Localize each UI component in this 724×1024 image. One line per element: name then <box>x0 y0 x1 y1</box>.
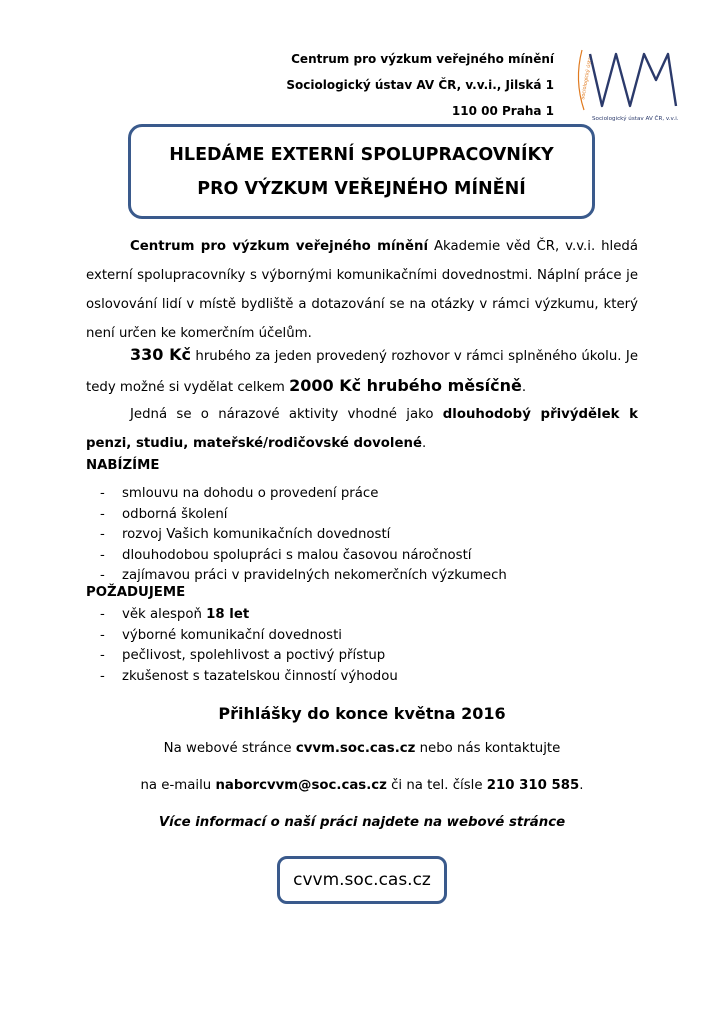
age-text: věk alespoň <box>122 607 207 622</box>
list-item: - rozvoj Vašich komunikačních dovedností <box>100 525 507 546</box>
require-list <box>100 605 398 687</box>
mail-line <box>0 778 724 793</box>
require-heading: POŽADUJEME <box>86 585 186 600</box>
nature-end: . <box>422 436 427 451</box>
mail-post: . <box>579 778 584 793</box>
pay-text: hrubého za jeden provedený rozhovor v rámci splněného úkolu. Je tedy možné si vydělat celkem <box>86 349 638 395</box>
url-box[interactable]: cvvm.soc.cas.cz <box>277 856 447 904</box>
nature-paragraph <box>86 400 638 458</box>
intro-lead: Centrum pro výzkum veřejného mínění <box>130 239 429 254</box>
list-item: - smlouvu na dohodu o provedení práce <box>100 484 507 505</box>
org-address: Sociologický ústav AV ČR, v.v.i., Jilská 1 <box>286 78 554 92</box>
list-item: - výborné komunikační dovednosti <box>100 626 398 647</box>
headline-line1: HLEDÁME EXTERNÍ SPOLUPRACOVNÍKY <box>169 145 554 165</box>
headline-box <box>128 124 595 219</box>
pay-paragraph <box>86 340 638 402</box>
web-pre: Na webové stránce <box>163 741 296 756</box>
deadline: Přihlášky do konce května 2016 <box>218 704 506 723</box>
org-name: Centrum pro výzkum veřejného mínění <box>291 52 554 66</box>
list-item: - pečlivost, spolehlivost a poctivý přístup <box>100 646 398 667</box>
offer-list <box>100 484 507 587</box>
web-link[interactable]: cvvm.soc.cas.cz <box>295 741 416 756</box>
list-item: - odborná školení <box>100 505 507 526</box>
list-item: - dlouhodobou spolupráci s malou časovou náročností <box>100 546 507 567</box>
pay-end: . <box>521 380 527 395</box>
org-header <box>286 46 554 124</box>
intro-text: Akademie věd ČR, v.v.i. hledá externí spolupracovníky s výbornými komunikačními dovednostmi. Náplní práce je oslovování lidí v místě bydliště a dotazování se na otázky v rámci výzkumu, který není určen ke komerčním účelům. <box>86 239 638 341</box>
web-line <box>0 741 724 756</box>
logo-letters <box>590 54 676 106</box>
age-value: 18 let <box>206 607 250 622</box>
logo-arc-text: Sociologický ústav <box>580 53 594 101</box>
phone-number[interactable]: 210 310 585 <box>486 778 580 793</box>
pay-amount: 330 Kč <box>130 345 192 364</box>
mail-pre: na e-mailu <box>140 778 216 793</box>
pay-total: 2000 Kč hrubého měsíčně <box>289 376 522 395</box>
intro-paragraph <box>86 232 638 348</box>
nature-bold: dlouhodobý přivýdělek k penzi, studiu, mateřské/rodičovské dovolené <box>86 407 638 451</box>
logo-subtitle: Sociologický ústav AV ČR, v.v.i. <box>592 116 679 122</box>
org-city: 110 00 Praha 1 <box>451 104 554 118</box>
web-post: nebo nás kontaktujte <box>415 741 561 756</box>
nature-text: Jedná se o nárazové aktivity vhodné jako <box>130 407 443 422</box>
sou-logo <box>572 40 688 124</box>
list-item: - zajímavou práci v pravidelných nekomerčních výzkumech <box>100 566 507 587</box>
headline-line2: PRO VÝZKUM VEŘEJNÉHO MÍNĚNÍ <box>197 179 526 199</box>
list-item: - zkušenost s tazatelskou činností výhodou <box>100 667 398 688</box>
more-info: Více informací o naší práci najdete na webové stránce <box>158 815 566 830</box>
list-item <box>100 605 398 626</box>
offer-heading: NABÍZÍME <box>86 458 160 473</box>
email-link[interactable]: naborcvvm@soc.cas.cz <box>215 778 387 793</box>
mail-mid: či na tel. čísle <box>386 778 487 793</box>
